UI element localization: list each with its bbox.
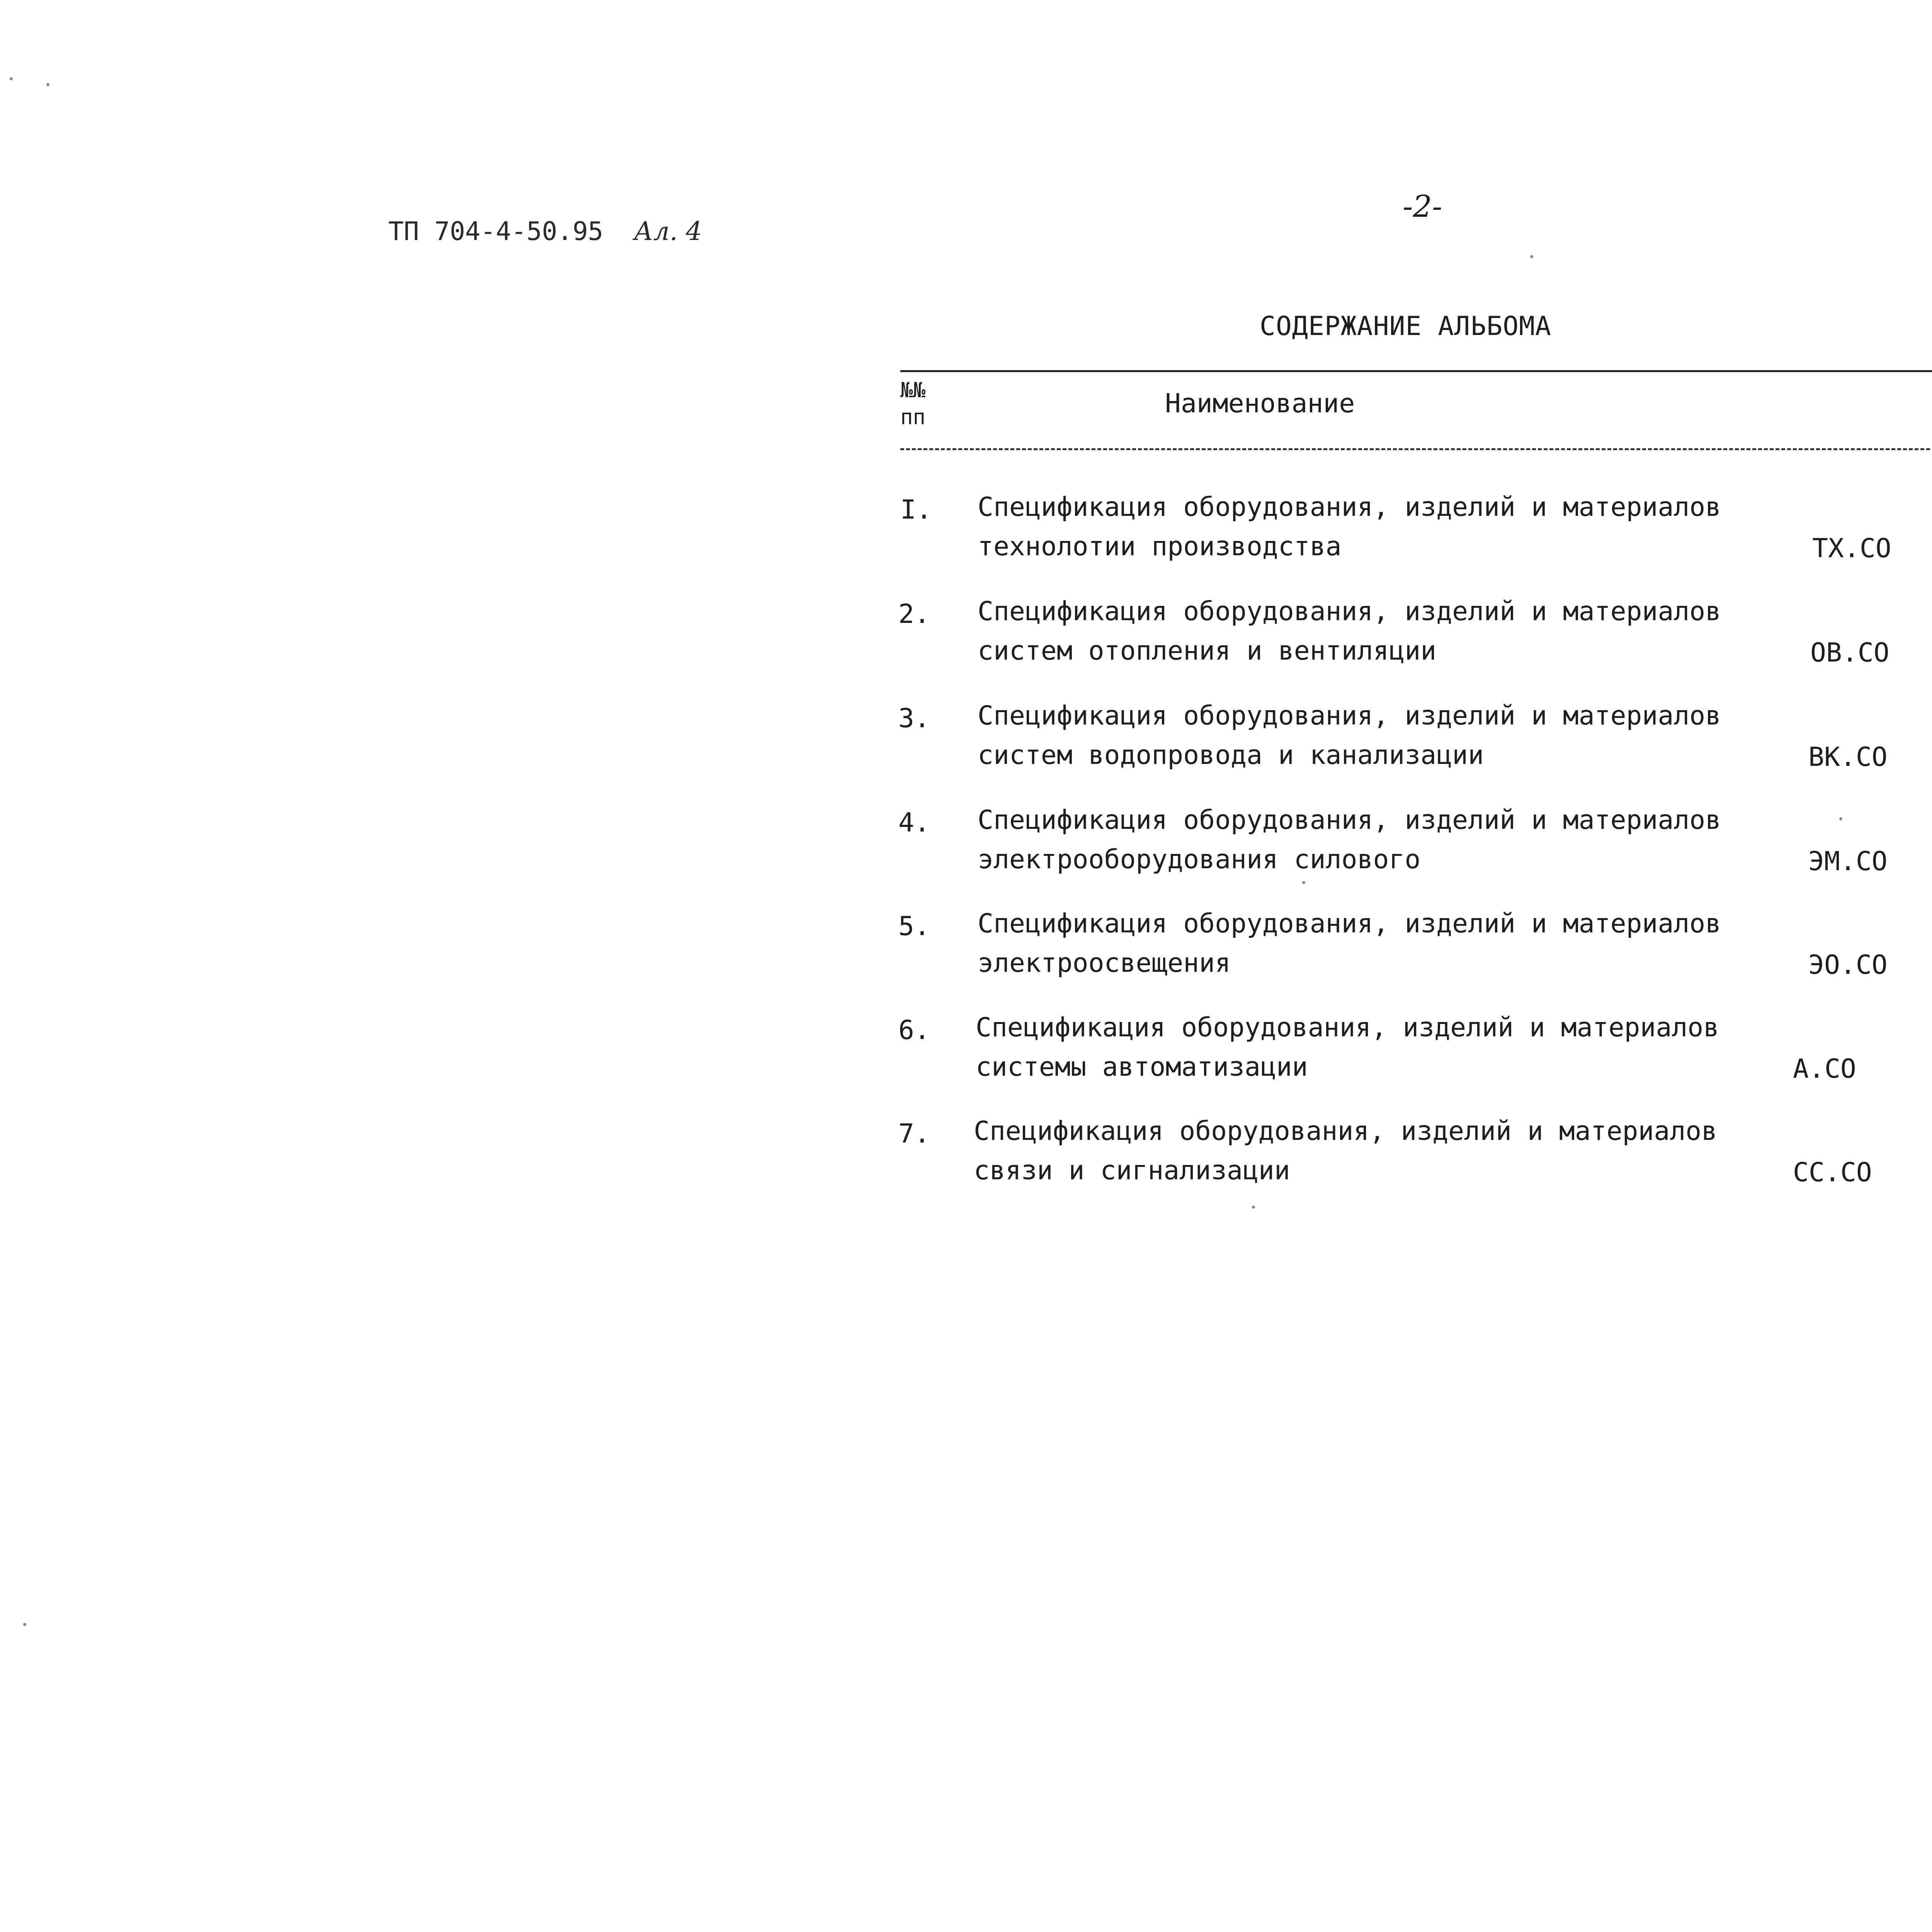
row-title-line1: Спецификация оборудования, изделий и материалов: [978, 596, 1721, 627]
number-header-line1: №№: [900, 378, 926, 402]
page-number: -2-: [1403, 189, 1442, 224]
row-title-line2: технолотии производства: [978, 531, 1342, 562]
document-code: [388, 216, 702, 246]
scan-speck: [23, 1623, 26, 1626]
row-title-line2: электрооборудования силового: [978, 844, 1421, 875]
row-title-line1: Спецификация оборудования, изделий и материалов: [978, 492, 1721, 522]
row-number: 2.: [898, 599, 930, 629]
row-section-code: ТХ.СО: [1812, 533, 1891, 564]
scan-speck: [1302, 881, 1305, 884]
row-title-line1: Спецификация оборудования, изделий и материалов: [976, 1012, 1719, 1043]
table-top-rule: [900, 370, 1932, 372]
row-title-line2: связи и сигнализации: [974, 1155, 1290, 1186]
row-title-line1: Спецификация оборудования, изделий и материалов: [978, 805, 1721, 835]
album-number: Ал. 4: [634, 216, 702, 246]
scan-speck: [1839, 817, 1842, 820]
row-title-line2: электроосвещения: [978, 948, 1231, 978]
row-section-code: ЭО.СО: [1808, 950, 1888, 980]
row-number: 6.: [898, 1015, 930, 1046]
scan-speck: [46, 83, 49, 86]
scan-speck: [1252, 1206, 1255, 1209]
page-title: СОДЕРЖАНИЕ АЛЬБОМА: [1260, 311, 1551, 342]
row-section-code: ВК.СО: [1808, 742, 1888, 772]
doc-code-text: ТП 704-4-50.95: [388, 216, 604, 246]
row-title-line2: системы автоматизации: [976, 1052, 1308, 1082]
row-section-code: СС.СО: [1793, 1157, 1872, 1188]
row-section-code: А.СО: [1793, 1054, 1856, 1084]
number-header-line2: пп: [900, 405, 926, 429]
row-number: I.: [900, 495, 932, 525]
table-header-rule: [900, 448, 1932, 450]
row-title-line2: систем отопления и вентиляции: [978, 636, 1437, 666]
row-number: 7.: [898, 1119, 930, 1149]
row-title-line1: Спецификация оборудования, изделий и материалов: [978, 701, 1721, 731]
row-section-code: ОВ.СО: [1810, 638, 1889, 668]
number-column-header: [900, 377, 925, 431]
scan-speck: [1530, 255, 1533, 258]
row-number: 4.: [898, 808, 930, 838]
row-number: 5.: [898, 911, 930, 942]
name-column-header: Наименование: [1165, 388, 1355, 419]
scan-speck: [10, 77, 13, 80]
row-title-line1: Спецификация оборудования, изделий и материалов: [974, 1116, 1718, 1146]
row-title-line1: Спецификация оборудования, изделий и материалов: [978, 908, 1721, 939]
row-number: 3.: [898, 703, 930, 734]
row-section-code: ЭМ.СО: [1808, 846, 1888, 877]
row-title-line2: систем водопровода и канализации: [978, 740, 1484, 770]
